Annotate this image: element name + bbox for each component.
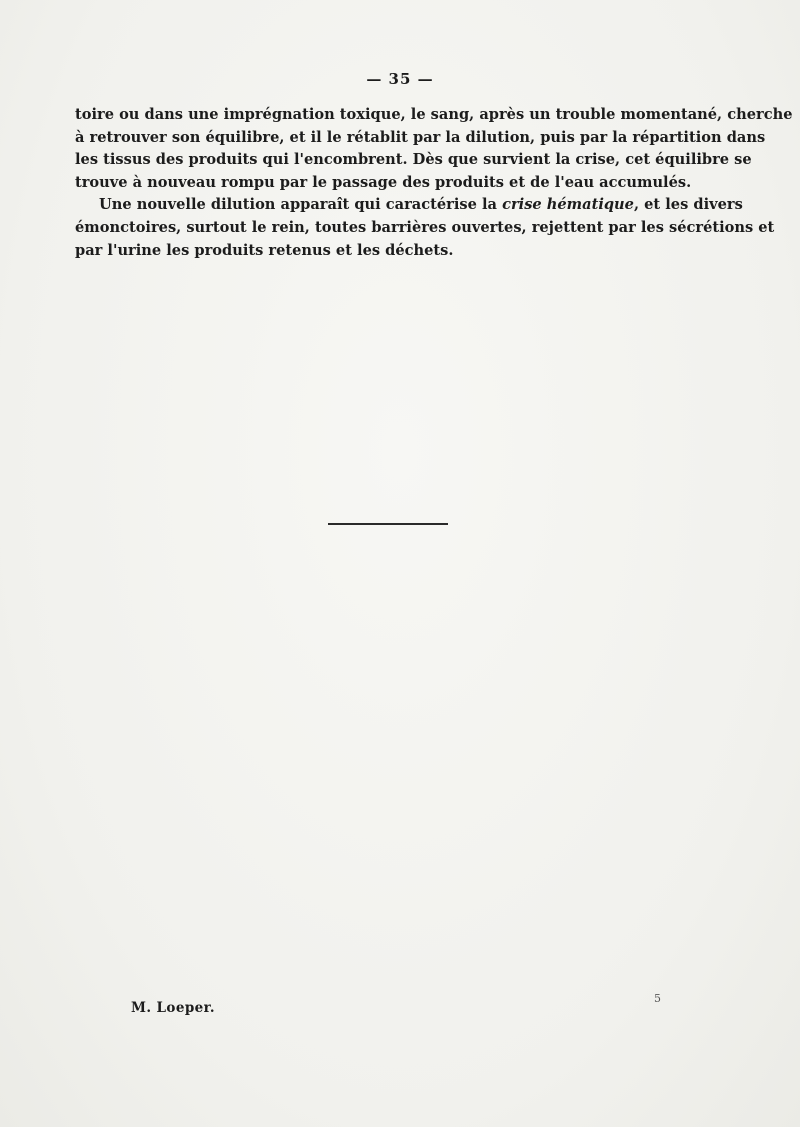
paragraph-1-line-2: à retrouver son équilibre, et il le rétablit par la dilution, puis par la répartition dans [75, 128, 766, 146]
paragraph-1-line-3: les tissus des produits qui l'encombrent. Dès que survient la crise, cet équilibre se [75, 151, 752, 169]
page-number: — 35 — [366, 70, 434, 88]
paragraph-2-line-1 [75, 194, 743, 217]
paragraph-2-line-3: par l'urine les produits retenus et les déchets. [75, 241, 454, 259]
paragraph-2-line-2: émonctoires, surtout le rein, toutes barrières ouvertes, rejettent par les sécrétions et [75, 218, 775, 236]
paragraph-1-line-1: toire ou dans une imprégnation toxique, le sang, après un trouble momentané, cherche [75, 106, 793, 123]
footer-signature-mark: 5 [654, 992, 661, 1005]
paragraph-2-line-1-end: , et les divers [633, 196, 743, 214]
paragraph-2-line-1-start: Une nouvelle dilution apparaît qui caractérise la [99, 196, 497, 214]
italic-term-crise-hematique: crise hématique [502, 196, 634, 214]
paragraph-1-line-4: trouve à nouveau rompu par le passage des produits et de l'eau accumulés. [75, 173, 692, 191]
body-text [75, 104, 793, 262]
section-divider [328, 523, 448, 525]
footer-author: M. Loeper. [131, 1000, 216, 1016]
